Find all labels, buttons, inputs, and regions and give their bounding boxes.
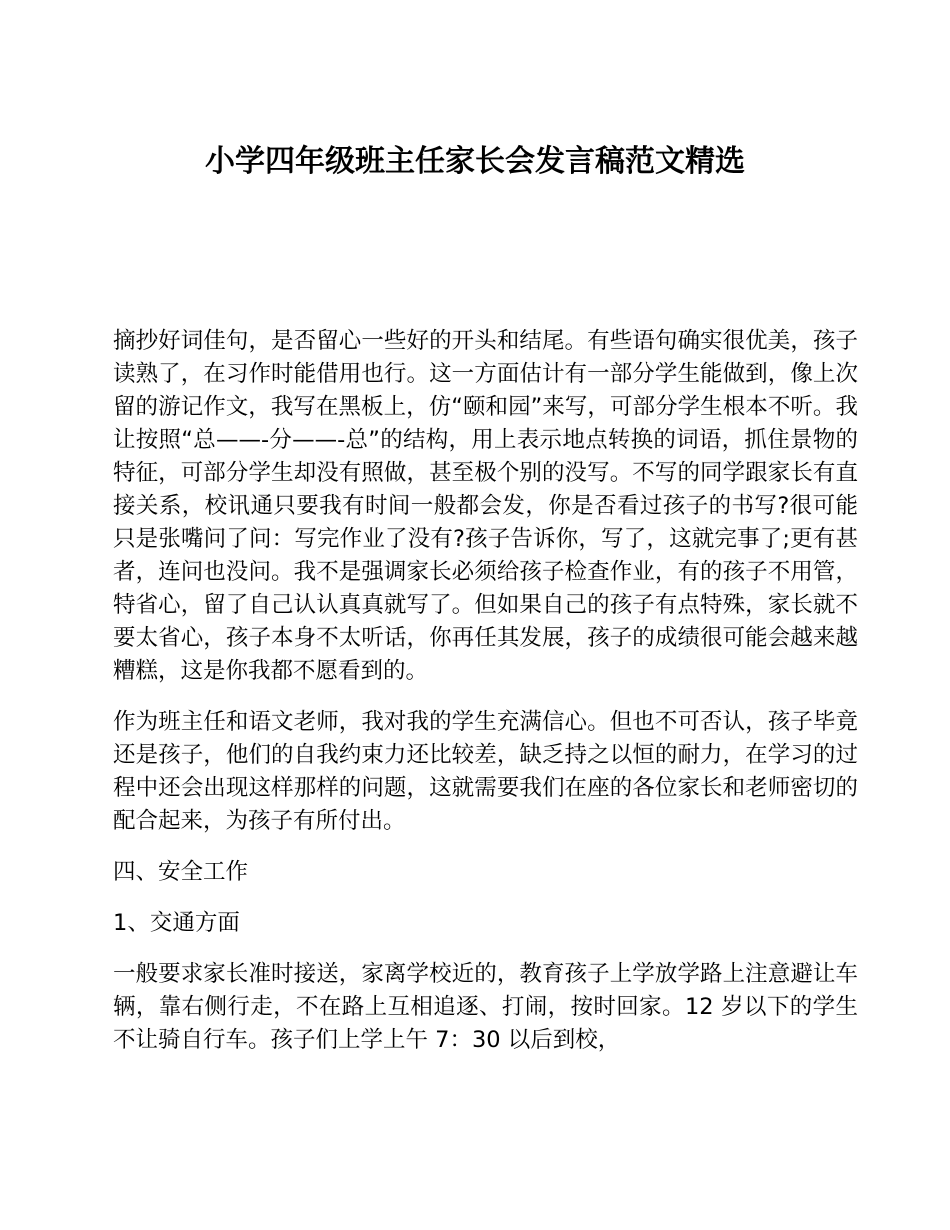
paragraph-teacher-confidence: 作为班主任和语文老师，我对我的学生充满信心。但也不可否认，孩子毕竟还是孩子，他们的自我约束力还比较差，缺乏持之以恒的耐力，在学习的过程中还会出现这样那样的问题，这就需要我们在座的各位家长和老师密切的配合起来，为孩子有所付出。 <box>113 709 858 834</box>
section-heading-safety: 四、安全工作 <box>113 859 249 885</box>
document-title: 小学四年级班主任家长会发言稿范文精选 <box>205 144 745 179</box>
subsection-heading-traffic: 1、交通方面 <box>113 910 240 936</box>
document-body <box>113 325 858 1075</box>
paragraph-study-advice: 摘抄好词佳句，是否留心一些好的开头和结尾。有些语句确实很优美，孩子读熟了，在习作时能借用也行。这一方面估计有一部分学生能做到，像上次留的游记作文，我写在黑板上，仿“颐和园”来写，可部分学生根本不听。我让按照“总——-分——-总”的结构，用上表示地点转换的词语，抓住景物的特征，可部分学生却没有照做，甚至极个别的没写。不写的同学跟家长有直接关系，校讯通只要我有时间一般都会发，你是否看过孩子的书写?很可能只是张嘴问了问：写完作业了没有?孩子告诉你，写了，这就完事了;更有甚者，连问也没问。我不是强调家长必须给孩子检查作业，有的孩子不用管，特省心，留了自己认认真真就写了。但如果自己的孩子有点特殊，家长就不要太省心，孩子本身不太听话，你再任其发展，孩子的成绩很可能会越来越糟糕，这是你我都不愿看到的。 <box>113 328 858 684</box>
paragraph-traffic-rules: 一般要求家长准时接送，家离学校近的，教育孩子上学放学路上注意避让车辆，靠右侧行走，不在路上互相追逐、打闹，按时回家。12 岁以下的学生不让骑自行车。孩子们上学上午 7：30 以后到校， <box>113 961 858 1053</box>
